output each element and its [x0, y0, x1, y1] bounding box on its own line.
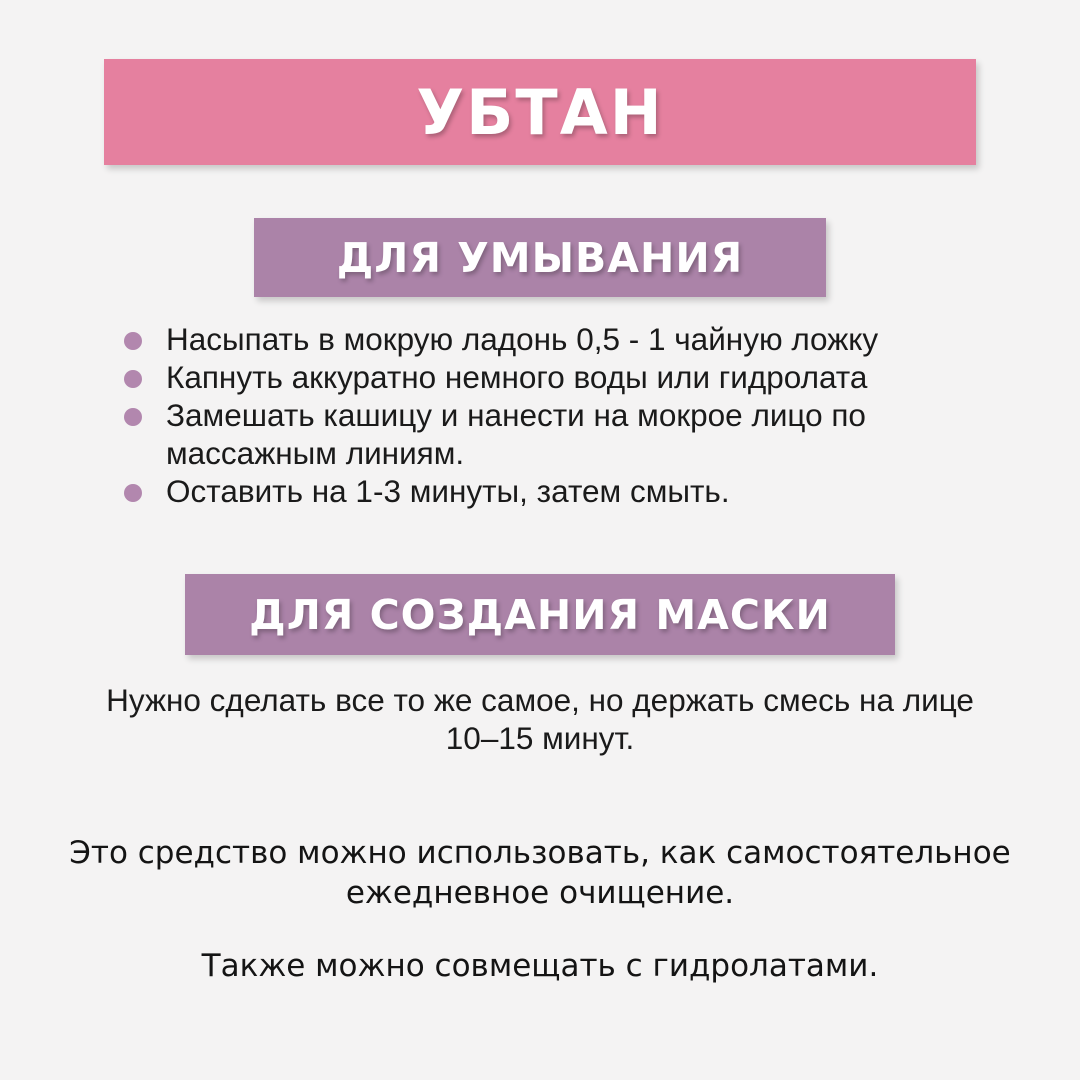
page-title: УБТАН — [416, 75, 664, 149]
usage-note: Это средство можно использовать, как самостоятельное ежедневное очищение. — [69, 835, 1011, 911]
bullet-dot-icon — [124, 370, 142, 388]
combination-note: Также можно совмещать с гидролатами. — [201, 948, 879, 984]
washing-heading-banner — [254, 218, 826, 297]
mask-heading-banner — [185, 574, 895, 655]
step-text: Оставить на 1-3 минуты, затем смыть. — [166, 473, 730, 509]
step-text: Замешать кашицу и нанести на мокрое лицо по массажным линиям. — [166, 397, 866, 471]
bullet-dot-icon — [124, 332, 142, 350]
list-item — [122, 320, 1002, 358]
washing-heading: ДЛЯ УМЫВАНИЯ — [336, 233, 744, 282]
list-item — [122, 396, 1002, 472]
washing-steps-list — [122, 320, 1002, 510]
bullet-dot-icon — [124, 484, 142, 502]
mask-description: Нужно сделать все то же самое, но держать смесь на лице 10–15 минут. — [106, 682, 974, 756]
list-item — [122, 472, 1002, 510]
mask-heading: ДЛЯ СОЗДАНИЯ МАСКИ — [249, 590, 831, 639]
step-text: Насыпать в мокрую ладонь 0,5 - 1 чайную ложку — [166, 321, 879, 357]
title-banner — [104, 59, 976, 165]
list-item — [122, 358, 1002, 396]
bullet-dot-icon — [124, 408, 142, 426]
step-text: Капнуть аккуратно немного воды или гидролата — [166, 359, 868, 395]
